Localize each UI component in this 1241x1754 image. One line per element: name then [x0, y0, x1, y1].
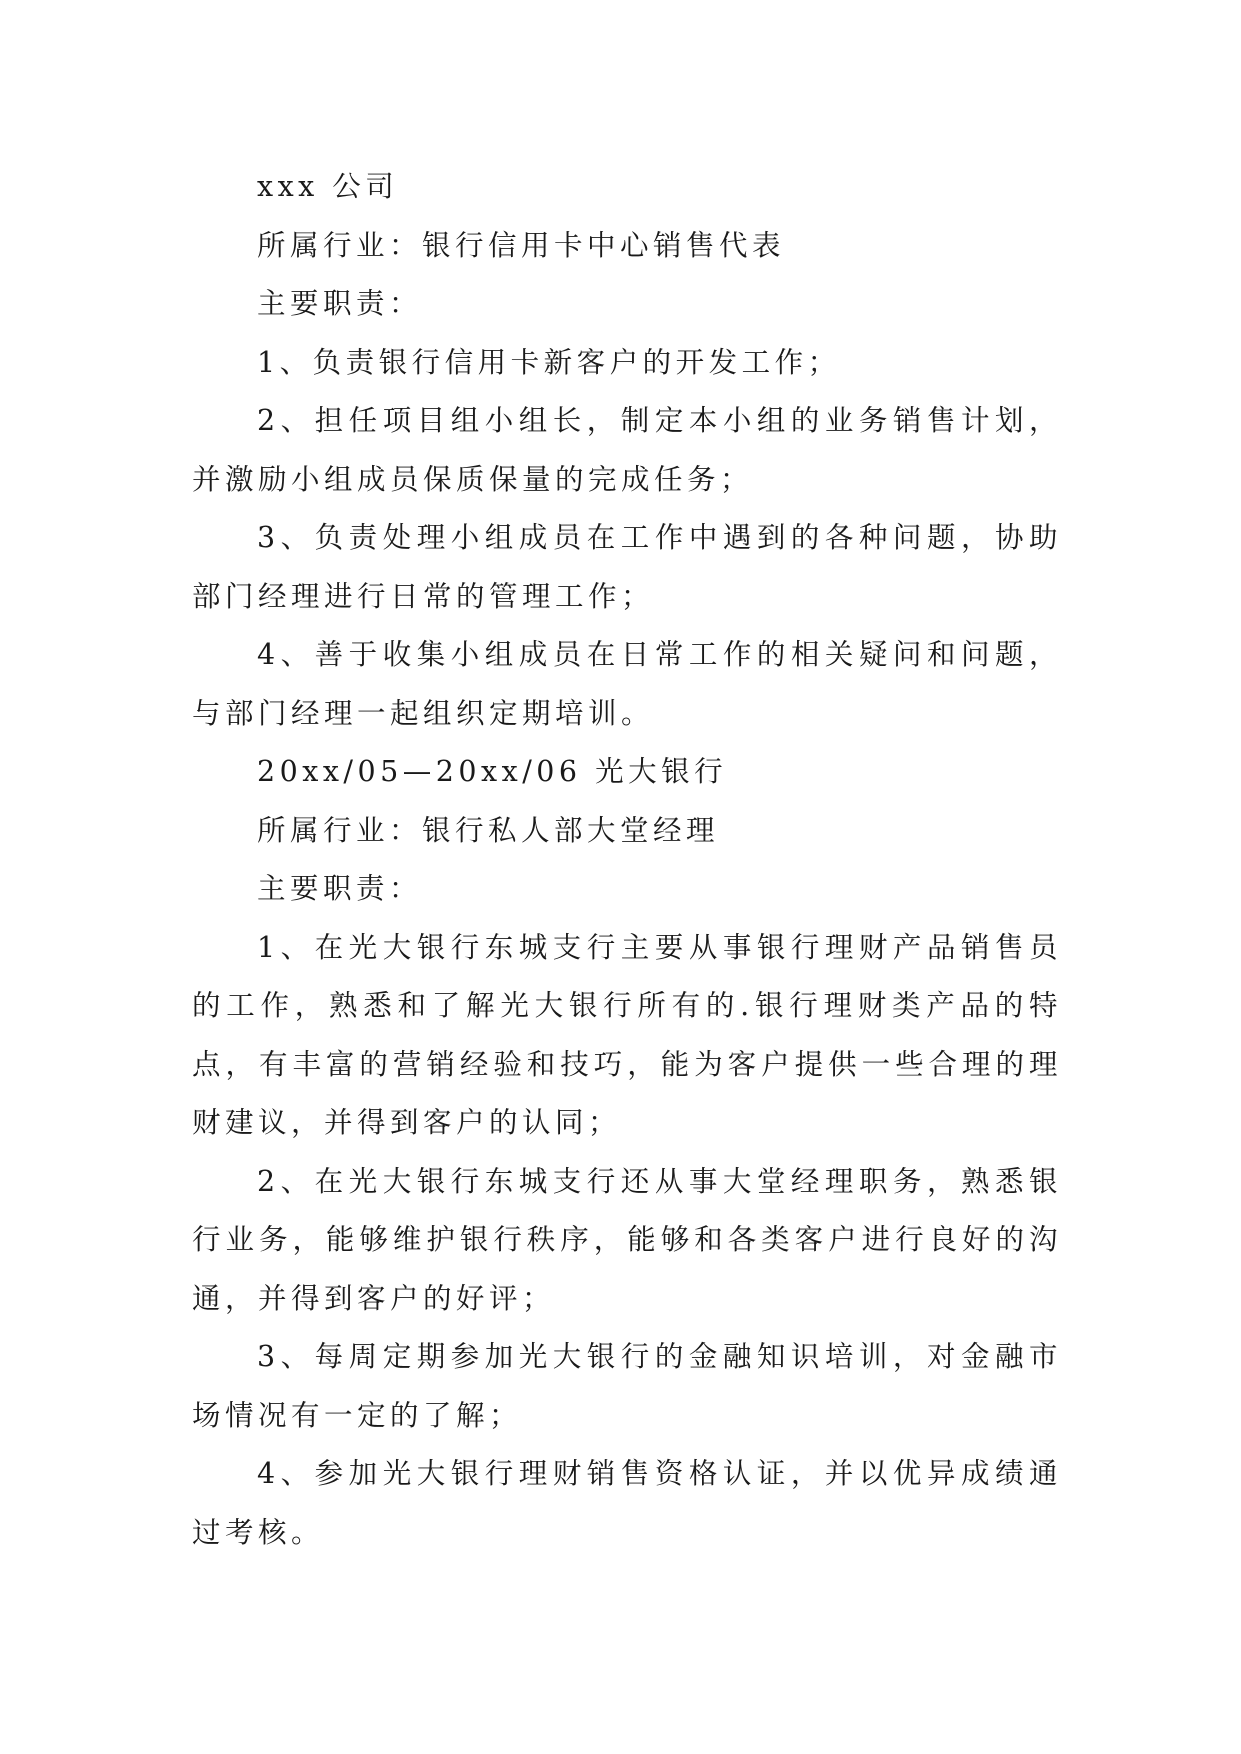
- employment-period: 20xx/05—20xx/06 光大银行: [257, 755, 728, 788]
- industry-line: 所属行业：银行私人部大堂经理: [257, 813, 720, 847]
- duty-item: 3、每周定期参加光大银行的金融知识培训，对金融市场情况有一定的了解；: [192, 1340, 1062, 1432]
- document-body: [192, 158, 1062, 1562]
- company-name: xxx 公司: [257, 170, 399, 203]
- duty-item: 1、负责银行信用卡新客户的开发工作；: [257, 345, 841, 379]
- duties-heading: 主要职责：: [257, 872, 423, 905]
- duty-item: 4、参加光大银行理财销售资格认证，并以优异成绩通过考核。: [192, 1457, 1062, 1549]
- duty-item: 3、负责处理小组成员在工作中遇到的各种问题，协助部门经理进行日常的管理工作；: [192, 521, 1062, 613]
- duty-item: 4、善于收集小组成员在日常工作的相关疑问和问题，与部门经理一起组织定期培训。: [192, 638, 1062, 730]
- duty-item: 1、在光大银行东城支行主要从事银行理财产品销售员的工作，熟悉和了解光大银行所有的.银行理财类产品的特点，有丰富的营销经验和技巧，能为客户提供一些合理的理财建议，并得到客户的认同；: [192, 930, 1062, 1139]
- duty-item: 2、担任项目组小组长，制定本小组的业务销售计划，并激励小组成员保质保量的完成任务；: [192, 404, 1062, 496]
- duties-heading: 主要职责：: [257, 287, 423, 320]
- duty-item: 2、在光大银行东城支行还从事大堂经理职务，熟悉银行业务，能够维护银行秩序，能够和各类客户进行良好的沟通，并得到客户的好评；: [192, 1164, 1062, 1315]
- industry-line: 所属行业：银行信用卡中心销售代表: [257, 228, 786, 262]
